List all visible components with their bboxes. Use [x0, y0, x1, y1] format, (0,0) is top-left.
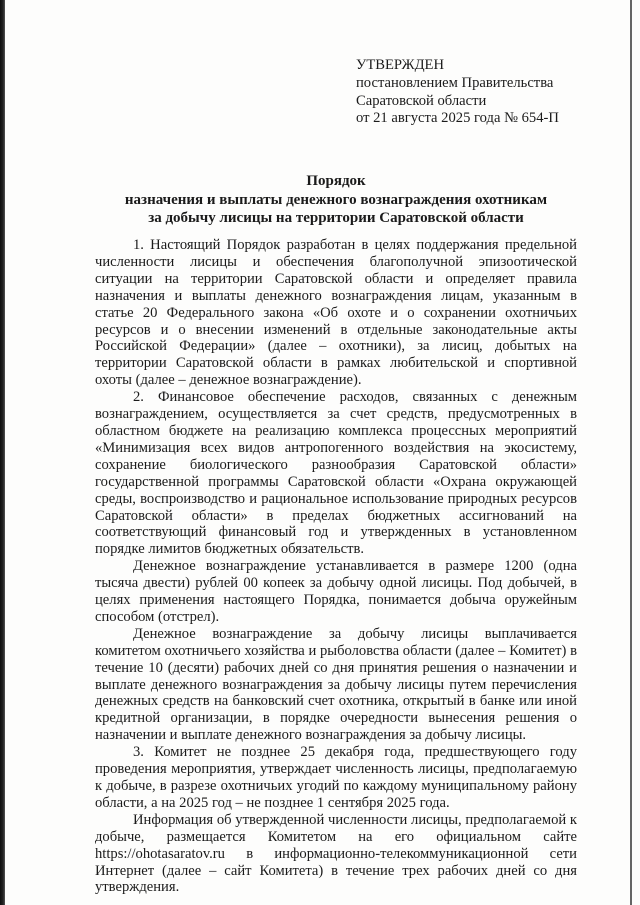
- approval-line: постановлением Правительства: [356, 74, 554, 91]
- approval-line: УТВЕРЖДЕН: [356, 57, 444, 73]
- title-line: за добычу лисицы на территории Саратовской области: [148, 210, 524, 226]
- approval-line: от 21 августа 2025 года № 654-П: [356, 110, 559, 127]
- title-line: назначения и выплаты денежного вознаграждения охотникам: [124, 191, 548, 208]
- approval-line: Саратовской области: [356, 92, 487, 109]
- paragraph: Денежное вознаграждение устанавливается в размере 1200 (одна тысяча двести) рублей 00 копеек за добычу одной лисицы. Под добычей, в целях применения настоящего Порядка, понимается добыча оружейным способом (отстрел).: [95, 558, 577, 625]
- document-title: [95, 172, 577, 228]
- title-line: Порядок: [306, 173, 366, 189]
- paragraph: Информация об утвержденной численности лисицы, предполагаемой к добыче, размещается Комитетом на его официальном сайте https://ohotasaratov.ru в информационно-телекоммуникационной сети Интернет (далее – сайт Комитета) в течение трех рабочих дней со дня утверждения.: [95, 811, 577, 896]
- scan-edge-right: [630, 0, 632, 905]
- approval-block: [356, 57, 559, 128]
- scan-edge-left: [0, 0, 5, 905]
- paragraph: 3. Комитет не позднее 25 декабря года, предшествующего году проведения мероприятия, утверждает численность лисицы, предполагаемую к добыче, в разрезе охотничьих угодий по каждому муниципальному району области, а на 2025 год – не позднее 1 сентября 2025 года.: [95, 744, 577, 811]
- paragraph: 1. Настоящий Порядок разработан в целях поддержания предельной численности лисицы и обеспечения благополучной эпизоотической ситуации на территории Саратовской области и определяет правила назначения и выплаты денежного вознаграждения лицам, указанным в статье 20 Федерального закона «Об охоте и о сохранении охотничьих ресурсов и о внесении изменений в отдельные законодательные акты Российской Федерации» (далее – охотники), за лисиц, добытых на территории Саратовской области в рамках любительской и спортивной охоты (далее – денежное вознаграждение).: [95, 237, 577, 389]
- document-body: [95, 237, 577, 896]
- paragraph: 2. Финансовое обеспечение расходов, связанных с денежным вознаграждением, осуществляется за счет средств, предусмотренных в областном бюджете на реализацию комплекса процессных мероприятий «Минимизация всех видов антропогенного воздействия на экосистему, сохранение биологического разнообразия Саратовской области» государственной программы Саратовской области «Охрана окружающей среды, воспроизводство и рациональное использование природных ресурсов Саратовской области» в пределах бюджетных ассигнований на соответствующий финансовый год и утвержденных в установленном порядке лимитов бюджетных обязательств.: [95, 389, 577, 558]
- paragraph: Денежное вознаграждение за добычу лисицы выплачивается комитетом охотничьего хозяйства и рыболовства области (далее – Комитет) в течение 10 (десяти) рабочих дней со дня принятия решения о назначении и выплате денежного вознаграждения за добычу лисицы путем перечисления денежных средств на банковский счет охотника, открытый в банке или иной кредитной организации, в порядке очередности вынесения решения о назначении и выплате денежного вознаграждения за добычу лисицы.: [95, 625, 577, 744]
